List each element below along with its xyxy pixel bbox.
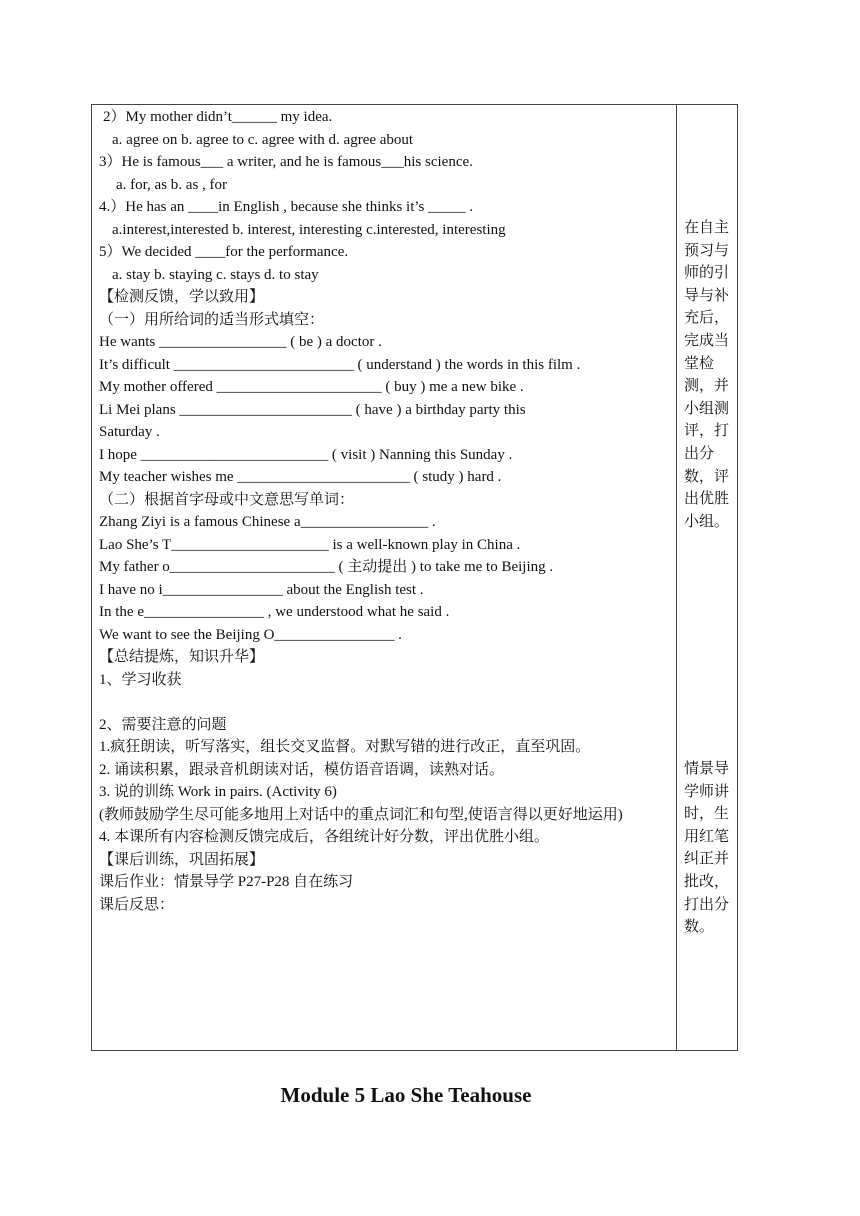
subsection-heading-1: （一）用所给词的适当形式填空：	[99, 311, 325, 328]
module-title: Module 5 Lao She Teahouse	[280, 1083, 532, 1107]
subsection-heading-2: （二）根据首字母或中文意思写单词：	[99, 491, 355, 508]
summary-item-2: 2、需要注意的问题	[99, 716, 227, 733]
main-cell	[99, 106, 671, 916]
column-divider	[676, 104, 677, 1051]
summary-item-1: 1、学习收获	[99, 671, 182, 688]
note-line: 1.疯狂朗读，听写落实，组长交叉监督。对默写错的进行改正，直至巩固。	[99, 739, 591, 755]
fill-in-line: He wants _________________ ( be ) a doctor .	[99, 334, 382, 350]
fill-in-line: My mother offered ______________________ ( buy ) me a new bike .	[99, 379, 524, 395]
question-3-options: a. for, as b. as , for	[116, 176, 228, 193]
word-line: I have no i________________ about the English test .	[99, 581, 424, 598]
question-2-options: a. agree on b. agree to c. agree with d. agree about	[112, 131, 414, 148]
question-2: 2）My mother didn’t______ my idea.	[103, 109, 333, 125]
fill-in-line: My teacher wishes me _______________________ ( study ) hard .	[99, 469, 502, 485]
word-line: Lao She’s T_____________________ is a well-known play in China .	[99, 536, 521, 553]
note-line: 2. 诵读积累，跟录音机朗读对话，模仿语音语调，读熟对话。	[99, 761, 505, 778]
question-4: 4.）He has an ____in English , because she thinks it’s _____ .	[99, 199, 474, 215]
homework-line: 课后作业：情景导学 P27-P28 自在练习	[99, 874, 354, 890]
word-line: My father o______________________ ( 主动提出 ) to take me to Beijing .	[99, 559, 554, 575]
question-3: 3）He is famous___ a writer, and he is famous___his science.	[99, 154, 473, 170]
fill-in-line: I hope _________________________ ( visit ) Nanning this Sunday .	[99, 446, 513, 463]
fill-in-line: It’s difficult ________________________ ( understand ) the words in this film .	[99, 356, 581, 373]
side-note-1: 在自主预习与师的引导与补充后，完成当堂检测，并小组测评，打出分数，评出优胜小组。	[684, 220, 730, 530]
blank-line	[99, 691, 671, 714]
fill-in-line: Li Mei plans _______________________ ( have ) a birthday party this	[99, 401, 526, 418]
word-line: We want to see the Beijing O________________ .	[99, 626, 402, 643]
section-heading-homework: 【课后训练，巩固拓展】	[99, 851, 265, 868]
section-heading-feedback: 【检测反馈，学以致用】	[99, 289, 265, 305]
note-line: 4. 本课所有内容检测反馈完成后，各组统计好分数，评出优胜小组。	[99, 829, 550, 845]
reflection-line: 课后反思：	[99, 896, 175, 913]
question-5: 5）We decided ____for the performance.	[99, 244, 349, 260]
question-4-options: a.interest,interested b. interest, interesting c.interested, interesting	[112, 221, 506, 238]
question-5-options: a. stay b. staying c. stays d. to stay	[112, 266, 319, 283]
note-line: 3. 说的训练 Work in pairs. (Activity 6)	[99, 784, 337, 800]
word-line: Zhang Ziyi is a famous Chinese a_________________ .	[99, 514, 436, 530]
word-line: In the e________________ , we understood what he said .	[99, 604, 450, 620]
section-heading-summary: 【总结提炼，知识升华】	[99, 649, 265, 665]
side-note-2: 情景导学师讲时，生用红笔纠正并批改，打出分数。	[684, 761, 730, 936]
note-line-wrapped: (教师鼓励学生尽可能多地用上对话中的重点词汇和句型,使语言得以更好地运用)	[99, 806, 623, 823]
fill-in-line-continued: Saturday .	[99, 424, 160, 440]
